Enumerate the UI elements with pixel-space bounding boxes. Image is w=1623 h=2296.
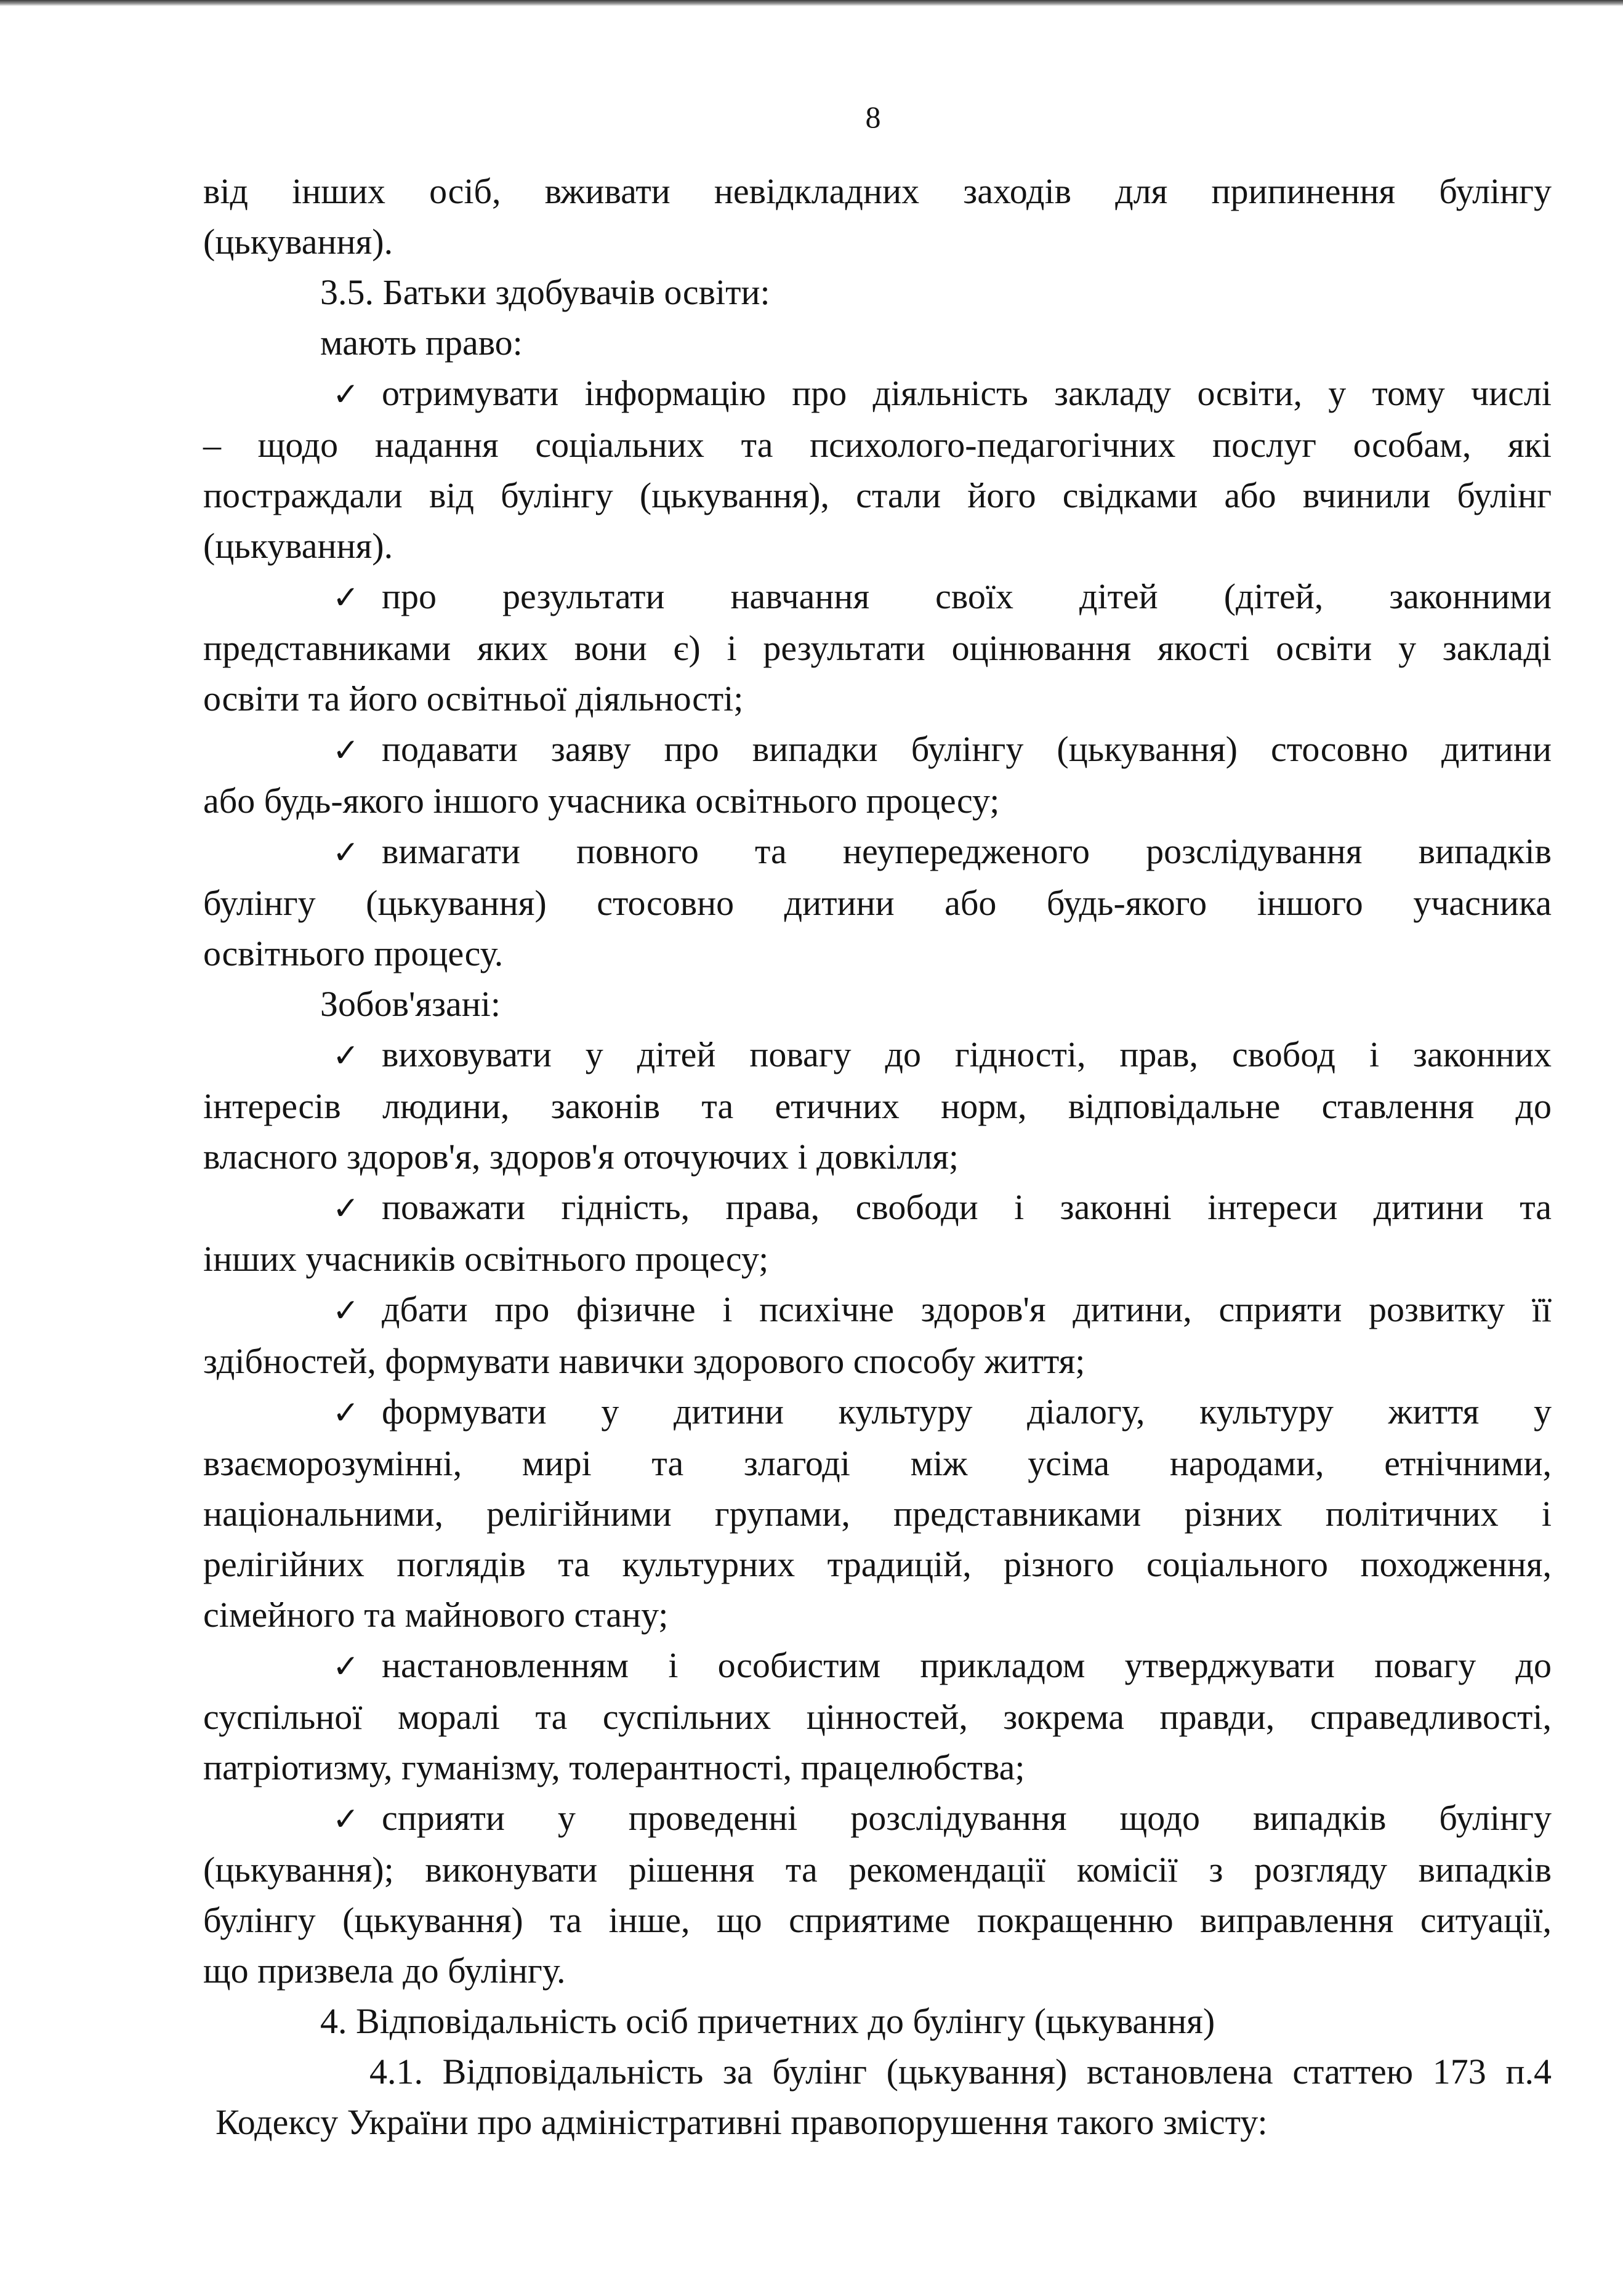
text-line: (цькування). [203, 222, 393, 262]
text-line: релігійних поглядів та культурних традицій, різного соціального походження, [203, 1544, 1552, 1584]
list-item: ✓ сприяти у проведенні розслідування щодо випадків булінгу [203, 1793, 1552, 1845]
check-icon: ✓ [332, 732, 360, 769]
page-number: 8 [865, 100, 881, 134]
check-icon: ✓ [332, 1648, 360, 1685]
check-icon: ✓ [332, 834, 360, 871]
text-line: що призвела до булінгу. [203, 1951, 566, 1991]
list-item: ✓ дбати про фізичне і психічне здоров'я дитини, сприяти розвитку її [203, 1284, 1552, 1336]
text-line: патріотизму, гуманізму, толерантності, працелюбства; [203, 1747, 1025, 1787]
text-line: інтересів людини, законів та етичних норм, відповідальне ставлення до [203, 1086, 1552, 1126]
list-item: ✓ про результати навчання своїх дітей (дітей, законними [203, 571, 1552, 623]
text-line: представниками яких вони є) і результати оцінювання якості освіти у закладі [203, 628, 1552, 668]
text-line: від інших осіб, вживати невідкладних заходів для припинення булінгу [203, 171, 1552, 211]
text-line: булінгу (цькування) та інше, що сприятиме покращенню виправлення ситуації, [203, 1900, 1552, 1940]
subheading-obligations: Зобов'язані: [320, 984, 501, 1024]
section-heading-3-5: 3.5. Батьки здобувачів освіти: [320, 272, 770, 312]
text-line: освітнього процесу. [203, 933, 504, 973]
list-item: ✓ поважати гідність, права, свободи і законні інтереси дитини та [203, 1182, 1552, 1234]
text-line: постраждали від булінгу (цькування), стали його свідками або вчинили булінг [203, 475, 1552, 515]
document-body [203, 166, 1552, 2148]
list-item: ✓ вимагати повного та неупередженого розслідування випадків [203, 826, 1552, 878]
text-line: – щодо надання соціальних та психолого-педагогічних послуг особам, які [203, 425, 1552, 465]
text-line: здібностей, формувати навички здорового способу життя; [203, 1341, 1085, 1381]
text-line: суспільної моралі та суспільних цінностей, зокрема правди, справедливості, [203, 1697, 1552, 1737]
list-item: ✓ отримувати інформацію про діяльність закладу освіти, у тому числі [203, 368, 1552, 420]
text-line: (цькування). [203, 526, 393, 566]
list-item: ✓ настановленням і особистим прикладом утверджувати повагу до [203, 1640, 1552, 1692]
check-icon: ✓ [332, 1801, 360, 1838]
text-line: Кодексу України про адміністративні правопорушення такого змісту: [215, 2102, 1268, 2142]
list-item: ✓ формувати у дитини культуру діалогу, культуру життя у [203, 1387, 1552, 1438]
subheading-rights: мають право: [320, 323, 523, 363]
section-heading-4-1: 4.1. Відповідальність за булінг (цькування) встановлена статтею 173 п.4 [369, 2052, 1552, 2092]
check-icon: ✓ [332, 1395, 360, 1432]
text-line: (цькування); виконувати рішення та рекомендації комісії з розгляду випадків [203, 1850, 1552, 1890]
list-item: ✓ подавати заяву про випадки булінгу (цькування) стосовно дитини [203, 724, 1552, 776]
check-icon: ✓ [332, 579, 360, 616]
check-icon: ✓ [332, 1037, 360, 1074]
section-heading-4: 4. Відповідальність осіб причетних до булінгу (цькування) [320, 2001, 1215, 2041]
check-icon: ✓ [332, 1292, 360, 1329]
check-icon: ✓ [332, 1190, 360, 1227]
text-line: взаєморозумінні, мирі та злагоді між усіма народами, етнічними, [203, 1443, 1552, 1483]
check-icon: ✓ [332, 376, 360, 413]
scan-edge-line [0, 0, 1623, 6]
text-line: або будь-якого іншого учасника освітнього процесу; [203, 781, 1000, 821]
text-line: інших учасників освітнього процесу; [203, 1239, 769, 1279]
text-line: освіти та його освітньої діяльності; [203, 679, 744, 719]
list-item: ✓ виховувати у дітей повагу до гідності, прав, свобод і законних [203, 1029, 1552, 1081]
text-line: булінгу (цькування) стосовно дитини або будь-якого іншого учасника [203, 883, 1552, 923]
text-line: сімейного та майнового стану; [203, 1595, 669, 1635]
text-line: національними, релігійними групами, представниками різних політичних і [203, 1494, 1552, 1534]
text-line: власного здоров'я, здоров'я оточуючих і довкілля; [203, 1137, 959, 1177]
